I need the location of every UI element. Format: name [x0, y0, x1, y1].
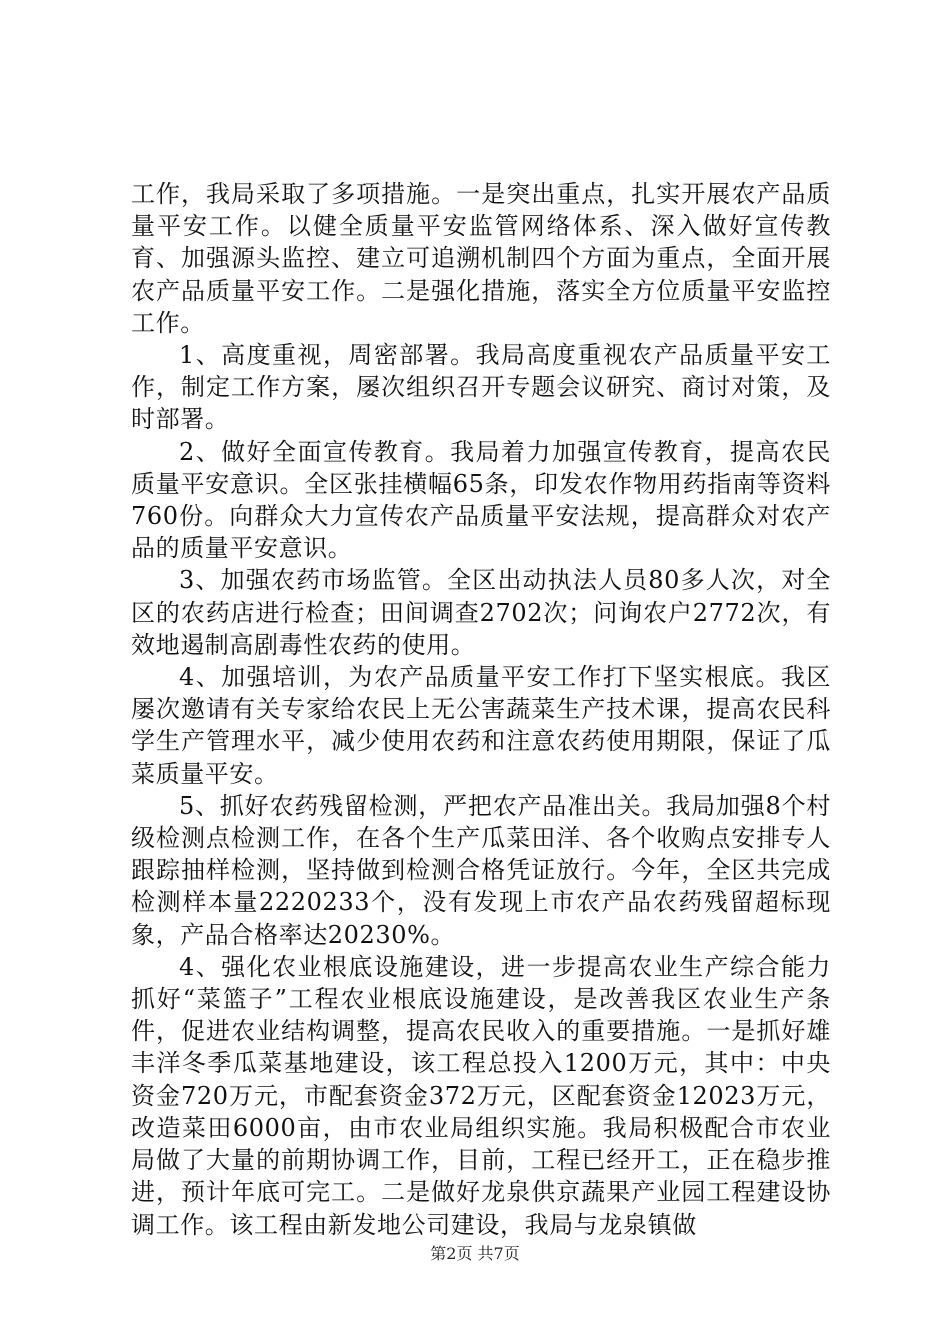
paragraph-item-4: 4、加强培训，为农产品质量平安工作打下坚实根底。我区屡次邀请有关专家给农民上无公害蔬菜生产技术课，提高农民科学生产管理水平，减少使用农药和注意农药使用期限，保证了瓜菜质量平安。 [131, 663, 831, 788]
page-footer: 第2页 共7页 [430, 1244, 520, 1263]
document-body [131, 178, 831, 1241]
paragraph-item-5: 5、抓好农药残留检测，严把农产品准出关。我局加强8个村级检测点检测工作，在各个生产瓜菜田洋、各个收购点安排专人跟踪抽样检测，坚持做到检测合格凭证放行。今年，全区共完成检测样本量2220233个，没有发现上市农产品农药残留超标现象，产品合格率达20230%。 [131, 791, 831, 949]
paragraph-item-1: 1、高度重视，周密部署。我局高度重视农产品质量平安工作，制定工作方案，屡次组织召开专题会议研究、商讨对策，及时部署。 [131, 341, 831, 434]
paragraph-intro: 工作，我局采取了多项措施。一是突出重点，扎实开展农产品质量平安工作。以健全质量平安监管网络体系、深入做好宣传教育、加强源头监控、建立可追溯机制四个方面为重点，全面开展农产品质量平安工作。二是强化措施，落实全方位质量平安监控工作。 [131, 180, 831, 337]
paragraph-item-3: 3、加强农药市场监管。全区出动执法人员80多人次，对全区的农药店进行检查；田间调查2702次；问询农户2772次，有效地遏制高剧毒性农药的使用。 [131, 566, 831, 659]
paragraph-item-2: 2、做好全面宣传教育。我局着力加强宣传教育，提高农民质量平安意识。全区张挂横幅65条，印发农作物用药指南等资料760份。向群众大力宣传农产品质量平安法规，提高群众对农产品的质量平安意识。 [131, 437, 831, 563]
paragraph-section-4: 4、强化农业根底设施建设，进一步提高农业生产综合能力抓好“菜篮子”工程农业根底设施建设，是改善我区农业生产条件，促进农业结构调整，提高农民收入的重要措施。一是抓好雄丰洋冬季瓜菜基地建设，该工程总投入1200万元，其中：中央资金720万元，市配套资金372万元，区配套资金12023万元，改造菜田6000亩，由市农业局组织实施。我局积极配合市农业局做了大量的前期协调工作，目前，工程已经开工，正在稳步推进，预计年底可完工。二是做好龙泉供京蔬果产业园工程建设协调工作。该工程由新发地公司建设，我局与龙泉镇做 [131, 952, 831, 1239]
